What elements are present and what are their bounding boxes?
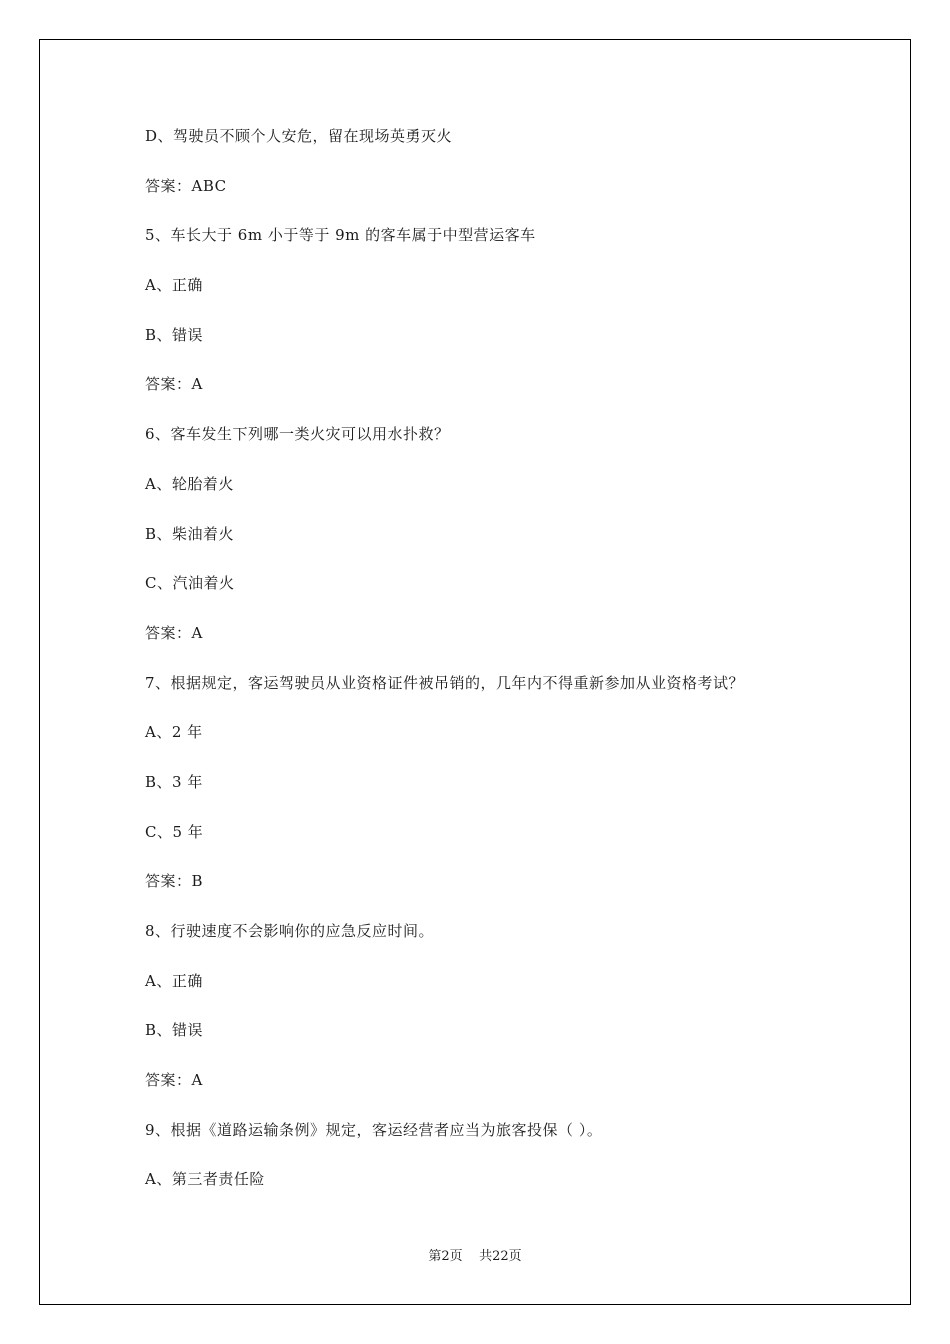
answer-line: 答案：A: [145, 1071, 203, 1090]
answer-line: 答案：ABC: [145, 176, 227, 195]
option-line: A、2 年: [145, 723, 203, 742]
option-line: B、错误: [145, 325, 204, 344]
question-line: 6、客车发生下列哪一类火灾可以用水扑救？: [145, 425, 450, 444]
question-line: 7、根据规定，客运驾驶员从业资格证件被吊销的，几年内不得重新参加从业资格考试？: [145, 673, 745, 692]
question-line: 9、根据《道路运输条例》规定，客运经营者应当为旅客投保（ ）。: [145, 1120, 603, 1139]
option-line: A、正确: [145, 276, 203, 295]
page-number-footer: 第2页 共22页: [428, 1249, 522, 1264]
option-line: A、第三者责任险: [145, 1170, 265, 1189]
option-line: B、错误: [145, 1021, 204, 1040]
option-line: A、轮胎着火: [145, 474, 234, 493]
answer-line: 答案：A: [145, 375, 203, 394]
answer-line: 答案：A: [145, 623, 203, 642]
option-line: C、5 年: [145, 822, 204, 841]
document-body: [145, 126, 885, 1219]
answer-line: 答案：B: [145, 872, 204, 891]
option-line: A、正确: [145, 971, 203, 990]
option-line: D、驾驶员不顾个人安危，留在现场英勇灭火: [145, 127, 453, 145]
question-line: 8、行驶速度不会影响你的应急反应时间。: [145, 922, 435, 940]
option-line: B、柴油着火: [145, 524, 235, 543]
option-line: C、汽油着火: [145, 574, 235, 593]
option-line: B、3 年: [145, 772, 203, 791]
question-line: 5、车长大于 6m 小于等于 9m 的客车属于中型营运客车: [145, 226, 536, 245]
